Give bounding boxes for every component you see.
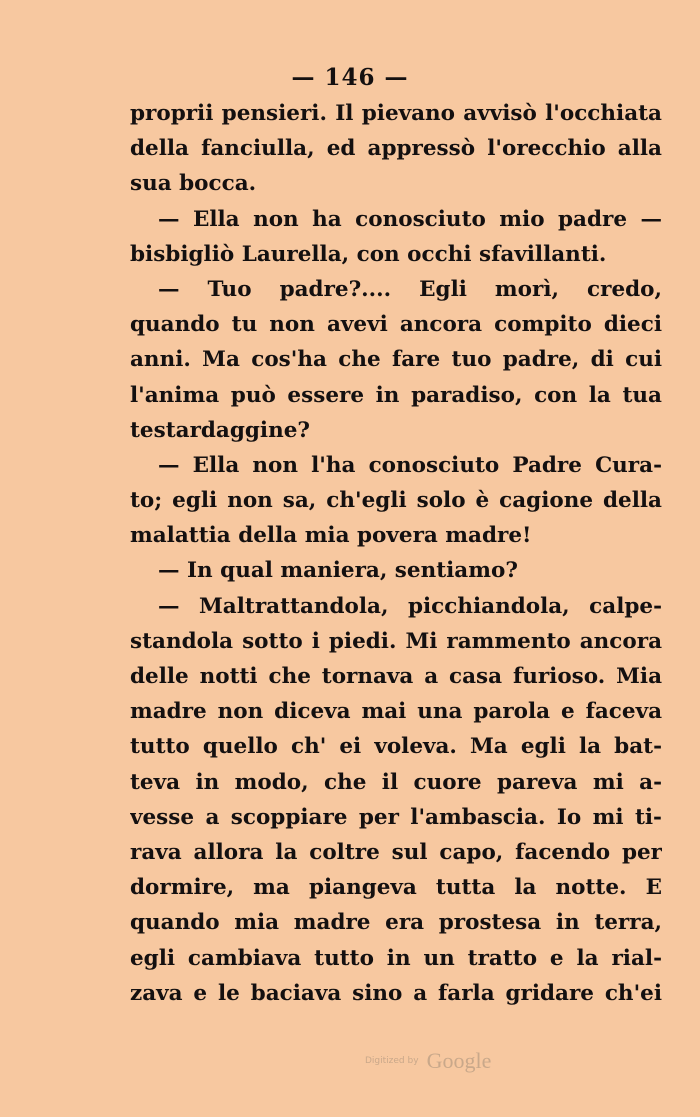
text-line: — Tuo padre?.... Egli morì, credo, <box>158 276 662 302</box>
text-line: rava allora la coltre sul capo, facendo per <box>130 839 662 865</box>
text-line: dormire, ma piangeva tutta la notte. E <box>130 875 662 901</box>
text-line: egli cambiava tutto in un tratto e la rial- <box>130 945 662 971</box>
text-line: testardaggine? <box>130 417 311 443</box>
text-line: — Maltrattandola, picchiandola, calpe- <box>158 593 662 619</box>
text-line: zava e le baciava sino a farla gridare ch'ei <box>130 980 662 1006</box>
text-line: delle notti che tornava a casa furioso. Mia <box>130 664 662 689</box>
text-line: teva in modo, che il cuore pareva mi a- <box>130 769 662 795</box>
text-line: madre non diceva mai una parola e faceva <box>130 699 662 725</box>
body-text <box>130 96 662 1011</box>
text-line: vesse a scoppiare per l'ambascia. Io mi ti- <box>130 804 662 830</box>
text-line: — Ella non ha conosciuto mio padre — <box>158 206 662 232</box>
text-line: proprii pensieri. Il pievano avvisò l'occhiata <box>130 101 662 126</box>
text-line: anni. Ma cos'ha che fare tuo padre, di cui <box>130 347 662 373</box>
text-line: — Ella non l'ha conosciuto Padre Cura- <box>158 452 662 478</box>
text-line: standola sotto i piedi. Mi rammento ancora <box>130 628 662 654</box>
digitized-watermark <box>365 1048 491 1074</box>
text-line: sua bocca. <box>130 171 257 197</box>
google-logo: Google <box>426 1048 492 1073</box>
text-line: to; egli non sa, ch'egli solo è cagione della <box>130 488 662 514</box>
text-line: quando mia madre era prostesa in terra, <box>130 910 662 936</box>
page-number: — 146 — <box>291 64 409 91</box>
text-line: l'anima può essere in paradiso, con la tua <box>130 382 662 408</box>
text-line: tutto quello ch' ei voleva. Ma egli la bat- <box>130 734 662 760</box>
text-line: della fanciulla, ed appressò l'orecchio alla <box>130 136 662 162</box>
text-line: bisbigliò Laurella, con occhi sfavillanti. <box>130 241 607 267</box>
text-line: quando tu non avevi ancora compito dieci <box>130 312 662 338</box>
text-line: — In qual maniera, sentiamo? <box>158 558 518 584</box>
text-line: malattia della mia povera madre! <box>130 523 532 549</box>
watermark-prefix: Digitized by <box>365 1056 419 1066</box>
